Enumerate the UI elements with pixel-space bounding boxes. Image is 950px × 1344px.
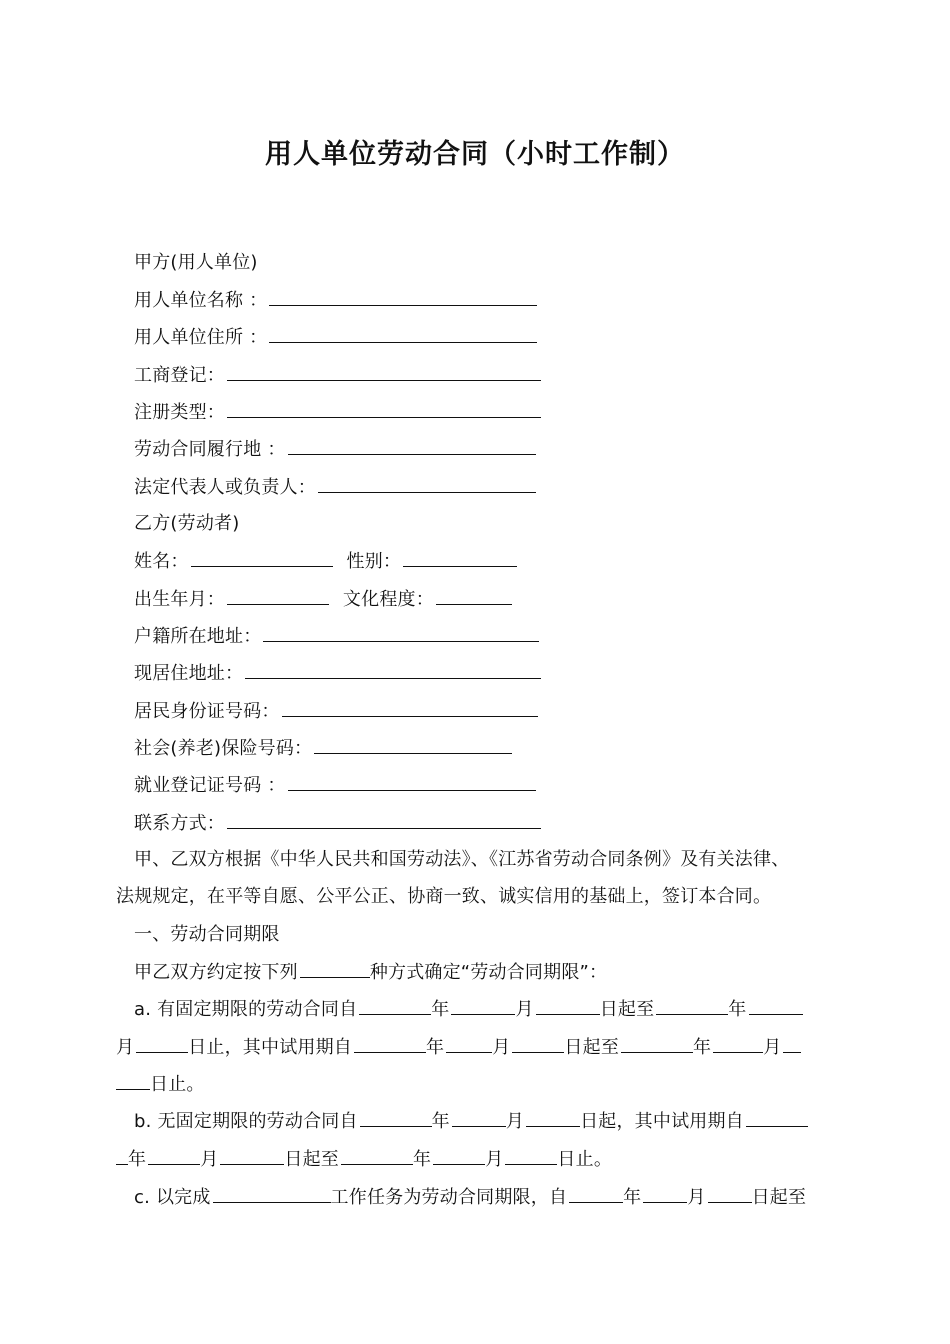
year-label: 年 (623, 1187, 642, 1208)
name-field[interactable] (191, 548, 333, 567)
option-b-line-2 (116, 1146, 612, 1173)
household-address-field[interactable] (263, 623, 539, 642)
current-address-field[interactable] (245, 660, 541, 679)
legal-representative-row (134, 474, 536, 501)
from-to-label: 日起至 (599, 999, 655, 1020)
b-probation-end-year-field[interactable] (341, 1146, 413, 1165)
business-registration-row (134, 362, 541, 389)
id-number-row (134, 698, 538, 725)
a-end-year-field[interactable] (656, 996, 728, 1015)
option-a-line-2 (116, 1034, 801, 1061)
name-label: 姓名： (134, 551, 189, 572)
contract-location-row (134, 436, 536, 463)
month-label: 月 (492, 1037, 511, 1058)
insurance-number-field[interactable] (314, 735, 512, 754)
id-number-field[interactable] (282, 698, 538, 717)
b-start-month-field[interactable] (452, 1108, 506, 1127)
a-end-month-field[interactable] (749, 996, 803, 1015)
end-probation-label: 日止，其中试用期自 (188, 1037, 353, 1058)
birth-education-row (134, 586, 512, 613)
employment-registration-row (134, 772, 536, 799)
a-probation-end-day-field-part2[interactable] (116, 1071, 150, 1090)
month-label: 月 (200, 1149, 219, 1170)
registration-type-field[interactable] (227, 399, 541, 418)
birth-label: 出生年月： (134, 589, 225, 610)
employer-address-field[interactable] (269, 324, 537, 343)
year-label: 年 (728, 999, 747, 1020)
b-probation-start-day-field[interactable] (220, 1146, 284, 1165)
legal-representative-field[interactable] (318, 474, 536, 493)
from-to-label: 日起至 (284, 1149, 340, 1170)
year-label: 年 (431, 999, 450, 1020)
registration-type-label: 注册类型： (134, 402, 225, 423)
section-1-heading: 一、劳动合同期限 (134, 924, 280, 945)
a-probation-start-month-field[interactable] (446, 1034, 492, 1053)
year-label: 年 (426, 1037, 445, 1058)
contact-field[interactable] (227, 810, 541, 829)
current-address-label: 现居住地址： (134, 663, 244, 684)
b-probation-end-day-field[interactable] (505, 1146, 557, 1165)
employer-name-row (134, 287, 537, 314)
intro-post: 种方式确定“劳动合同期限”： (369, 962, 608, 983)
year-label: 年 (128, 1149, 147, 1170)
year-label: 年 (693, 1037, 712, 1058)
business-registration-label: 工商登记： (134, 365, 225, 386)
from-label: 日起 (580, 1111, 617, 1132)
contact-label: 联系方式： (134, 813, 225, 834)
intro-pre: 甲乙双方约定按下列 (134, 962, 298, 983)
a-probation-end-day-field-part1[interactable] (783, 1034, 801, 1053)
education-field[interactable] (436, 586, 512, 605)
id-number-label: 居民身份证号码： (134, 701, 280, 722)
option-b-prefix: b. 无固定期限的劳动合同自 (134, 1111, 358, 1132)
c-start-month-field[interactable] (643, 1184, 687, 1203)
gender-field[interactable] (403, 548, 517, 567)
b-probation-start-year-part2[interactable] (116, 1146, 128, 1165)
employment-registration-field[interactable] (288, 772, 536, 791)
document-title: 用人单位劳动合同（小时工作制） (265, 139, 685, 170)
a-probation-end-month-field[interactable] (713, 1034, 763, 1053)
from-to-label: 日起至 (751, 1187, 807, 1208)
registration-type-row (134, 399, 541, 426)
household-address-row (134, 623, 539, 650)
business-registration-field[interactable] (227, 362, 541, 381)
month-label: 月 (116, 1037, 135, 1058)
employer-name-field[interactable] (269, 287, 537, 306)
current-address-row (134, 660, 541, 687)
option-c-mid: 工作任务为劳动合同期限，自 (330, 1187, 568, 1208)
a-probation-start-year-field[interactable] (354, 1034, 426, 1053)
gender-label: 性别： (346, 551, 402, 572)
insurance-number-label: 社会(养老)保险号码： (134, 738, 313, 759)
c-task-field[interactable] (213, 1184, 331, 1203)
option-a-line-1 (134, 996, 803, 1023)
birth-field[interactable] (227, 586, 329, 605)
c-start-day-field[interactable] (708, 1184, 752, 1203)
b-probation-start-month-field[interactable] (148, 1146, 200, 1165)
year-label: 年 (431, 1111, 450, 1132)
insurance-number-row (134, 735, 512, 762)
month-label: 月 (687, 1187, 706, 1208)
option-c-line-1 (134, 1184, 806, 1211)
option-a-prefix: a. 有固定期限的劳动合同自 (134, 999, 358, 1020)
month-label: 月 (515, 999, 534, 1020)
contract-location-field[interactable] (288, 436, 536, 455)
a-probation-start-day-field[interactable] (512, 1034, 564, 1053)
month-label: 月 (763, 1037, 782, 1058)
a-probation-end-year-field[interactable] (621, 1034, 693, 1053)
party-a-heading: 甲方(用人单位) (134, 252, 258, 273)
month-label: 月 (485, 1149, 504, 1170)
option-b-line-1 (134, 1108, 808, 1135)
a-end-day-field[interactable] (136, 1034, 188, 1053)
household-address-label: 户籍所在地址： (134, 626, 262, 647)
preamble-line-1: 甲、乙双方根据《中华人民共和国劳动法》、《江苏省劳动合同条例》及有关法律、 (134, 849, 790, 870)
from-to-label: 日起至 (564, 1037, 620, 1058)
employer-address-row (134, 324, 537, 351)
option-c-prefix: c. 以完成 (134, 1187, 211, 1208)
legal-representative-label: 法定代表人或负责人： (134, 477, 316, 498)
party-b-heading: 乙方(劳动者) (134, 513, 240, 534)
name-gender-row (134, 548, 517, 575)
employer-name-label: 用人单位名称 ： (134, 290, 268, 311)
a-start-day-field[interactable] (536, 996, 600, 1015)
end-period-label: 日止。 (557, 1149, 613, 1170)
a-start-year-field[interactable] (359, 996, 431, 1015)
c-start-year-field[interactable] (569, 1184, 623, 1203)
education-label: 文化程度： (342, 589, 434, 610)
month-label: 月 (505, 1111, 525, 1132)
method-choice-field[interactable] (300, 959, 370, 978)
year-label: 年 (413, 1149, 432, 1170)
b-probation-end-month-field[interactable] (433, 1146, 485, 1165)
contract-location-label: 劳动合同履行地 ： (134, 439, 286, 460)
comma-probation-label: ，其中试用期自 (616, 1111, 744, 1132)
a-start-month-field[interactable] (451, 996, 515, 1015)
section-1-intro (134, 959, 607, 986)
employment-registration-label: 就业登记证号码 ： (134, 775, 286, 796)
b-start-day-field[interactable] (526, 1108, 580, 1127)
b-start-year-field[interactable] (360, 1108, 432, 1127)
option-a-line-3 (116, 1071, 205, 1098)
preamble-line-2: 法规规定，在平等自愿、公平公正、协商一致、诚实信用的基础上，签订本合同。 (116, 886, 772, 907)
end-period-label: 日止。 (150, 1074, 205, 1095)
employer-address-label: 用人单位住所 ： (134, 327, 268, 348)
b-probation-start-year-part1[interactable] (746, 1108, 808, 1127)
contact-row (134, 810, 541, 837)
